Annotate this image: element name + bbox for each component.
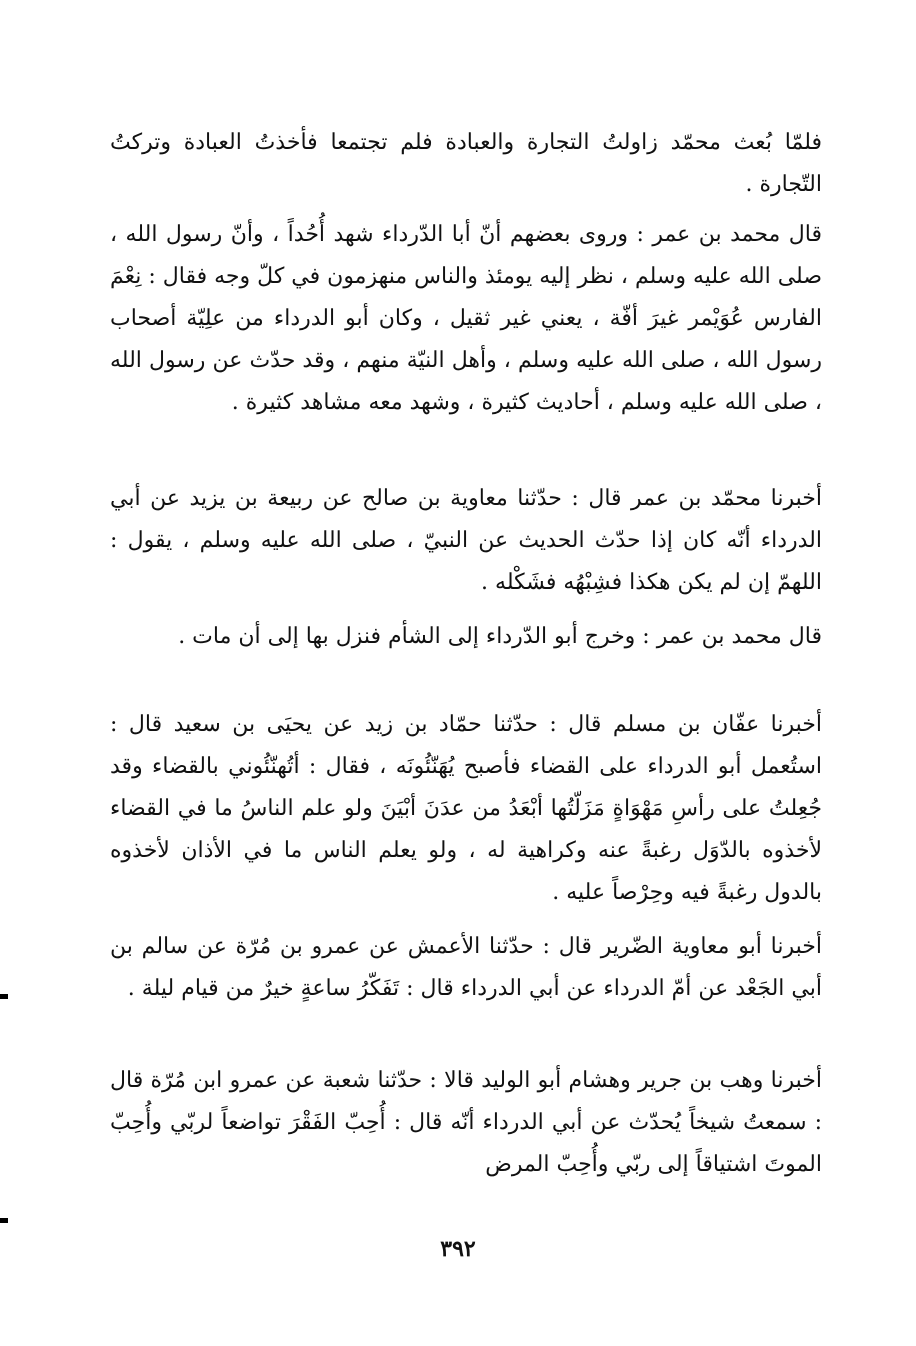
paragraph-6: أخبرنا أبو معاوية الضّرير قال : حدّثنا الأعمش عن عمرو بن مُرّة عن سالم بن أبي الجَعْد عن أمّ الدرداء عن أبي الدرداء قال : تَفَكّرُ ساعةٍ خيرٌ من قيام ليلة .	[110, 934, 822, 1001]
scan-edge-mark	[0, 1218, 8, 1223]
paragraph-4: قال محمد بن عمر : وخرج أبو الدّرداء إلى الشأم فنزل بها إلى أن مات .	[178, 624, 822, 649]
page-number: ٣٩٢	[440, 1236, 476, 1262]
paragraph-3: أخبرنا محمّد بن عمر قال : حدّثنا معاوية بن صالح عن ربيعة بن يزيد عن أبي الدرداء أنّه كان إذا حدّث الحديث عن النبيّ ، صلى الله عليه وسلم ، يقول : اللهمّ إن لم يكن هكذا فشِبْهُه فشَكْله .	[110, 486, 822, 595]
paragraph-5: أخبرنا عفّان بن مسلم قال : حدّثنا حمّاد بن زيد عن يحيَى بن سعيد قال : استُعمل أبو الدرداء على القضاء فأصبح يُهَنّئُونَه ، فقال : أتُهنّئُوني بالقضاء وقد جُعِلتُ على رأسِ مَهْوَاةٍ مَزَلّتُها أبْعَدُ من عدَنَ أبْيَنَ ولو علم الناسُ ما في القضاء لأخذوه بالدّوَل رغبةً عنه وكراهية له ، ولو يعلم الناس ما في الأذان لأخذوه بالدول رغبةً فيه وحِرْصاً عليه .	[110, 712, 822, 905]
paragraph-2: قال محمد بن عمر : وروى بعضهم أنّ أبا الدّرداء شهد أُحُداً ، وأنّ رسول الله ، صلى الله عليه وسلم ، نظر إليه يومئذ والناس منهزمون في كلّ وجه فقال : نِعْمَ الفارس عُوَيْمر غيرَ أفّة ، يعني غير ثقيل ، وكان أبو الدرداء من علِيّة أصحاب رسول الله ، صلى الله عليه وسلم ، وأهل النيّة منهم ، وقد حدّث عن رسول الله ، صلى الله عليه وسلم ، أحاديث كثيرة ، وشهد معه مشاهد كثيرة .	[110, 222, 822, 415]
paragraph-1: فلمّا بُعث محمّد زاولتُ التجارة والعبادة فلم تجتمعا فأخذتُ العبادة وتركتُ التّجارة .	[110, 130, 822, 197]
paragraph-7: أخبرنا وهب بن جرير وهشام أبو الوليد قالا : حدّثنا شعبة عن عمرو ابن مُرّة قال : سمعتُ شيخاً يُحدّث عن أبي الدرداء أنّه قال : أُحِبّ الفَقْرَ تواضعاً لربّي وأُحِبّ الموتَ اشتياقاً إلى ربّي وأُحِبّ المرض	[110, 1068, 822, 1177]
scan-edge-mark	[0, 994, 8, 999]
